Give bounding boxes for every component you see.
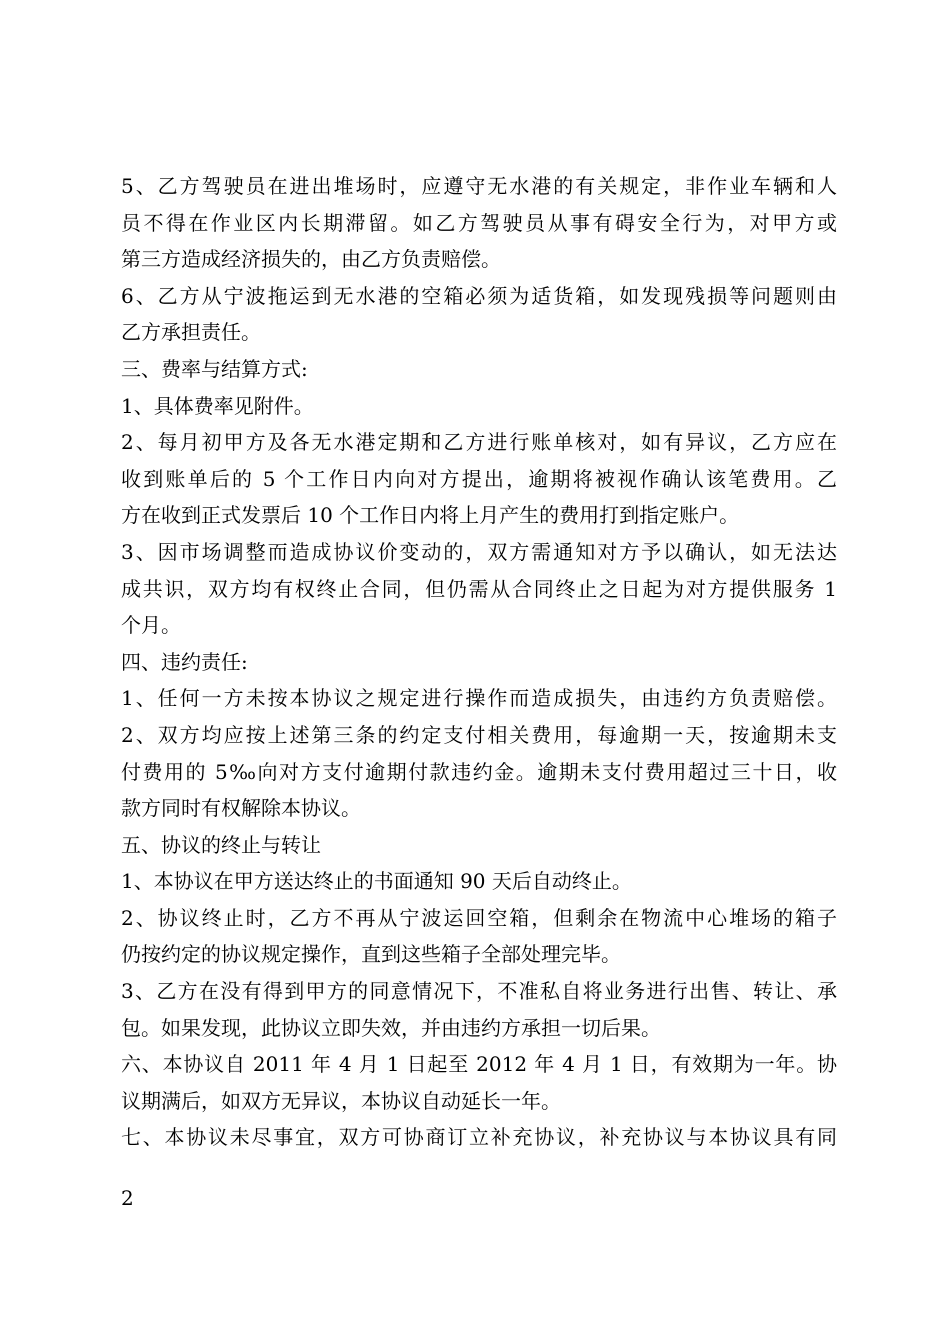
text-line: 1、具体费率见附件。 xyxy=(121,393,314,418)
text-line: 成共识，双方均有权终止合同，但仍需从合同终止之日起为对方提供服务 1 xyxy=(121,576,837,601)
text-line: 第三方造成经济损失的，由乙方负责赔偿。 xyxy=(121,247,501,272)
document-body xyxy=(121,168,837,1156)
text-line: 五、协议的终止与转让 xyxy=(121,832,321,857)
text-line: 四、违约责任: xyxy=(121,649,248,674)
text-line: 三、费率与结算方式: xyxy=(121,356,308,381)
text-line: 个月。 xyxy=(121,613,181,638)
text-line: 款方同时有权解除本协议。 xyxy=(121,796,361,821)
text-line: 乙方承担责任。 xyxy=(121,320,261,345)
text-line: 3、因市场调整而造成协议价变动的，双方需通知对方予以确认，如无法达 xyxy=(121,539,837,564)
text-line: 5、乙方驾驶员在进出堆场时，应遵守无水港的有关规定，非作业车辆和人 xyxy=(121,174,837,198)
text-line: 六、本协议自 2011 年 4 月 1 日起至 2012 年 4 月 1 日，有效期为一年。协 xyxy=(121,1052,837,1077)
text-line: 方在收到正式发票后 10 个工作日内将上月产生的费用打到指定账户。 xyxy=(121,503,740,528)
page-number: 2 xyxy=(121,1186,134,1210)
text-line: 1、本协议在甲方送达终止的书面通知 90 天后自动终止。 xyxy=(121,869,632,894)
text-line: 付费用的 5‰向对方支付逾期付款违约金。逾期未支付费用超过三十日，收 xyxy=(121,759,837,784)
text-line: 收到账单后的 5 个工作日内向对方提出，逾期将被视作确认该笔费用。乙 xyxy=(121,466,837,491)
text-line: 2、每月初甲方及各无水港定期和乙方进行账单核对，如有异议，乙方应在 xyxy=(121,430,837,455)
text-line: 2、协议终止时，乙方不再从宁波运回空箱，但剩余在物流中心堆场的箱子 xyxy=(121,905,837,930)
text-line: 1、任何一方未按本协议之规定进行操作而造成损失，由违约方负责赔偿。 xyxy=(121,686,837,711)
text-line: 3、乙方在没有得到甲方的同意情况下，不准私自将业务进行出售、转让、承 xyxy=(121,979,837,1004)
text-line: 包。如果发现，此协议立即失效，并由违约方承担一切后果。 xyxy=(121,1015,661,1040)
text-line: 员不得在作业区内长期滞留。如乙方驾驶员从事有碍安全行为，对甲方或 xyxy=(121,210,837,235)
text-line: 6、乙方从宁波拖运到无水港的空箱必须为适货箱，如发现残损等问题则由 xyxy=(121,283,837,308)
text-line: 2、双方均应按上述第三条的约定支付相关费用，每逾期一天，按逾期未支 xyxy=(121,722,837,747)
text-line: 仍按约定的协议规定操作，直到这些箱子全部处理完毕。 xyxy=(121,942,621,967)
text-line: 七、本协议未尽事宜，双方可协商订立补充协议，补充协议与本协议具有同 xyxy=(121,1125,837,1150)
text-line: 议期满后，如双方无异议，本协议自动延长一年。 xyxy=(121,1088,561,1113)
